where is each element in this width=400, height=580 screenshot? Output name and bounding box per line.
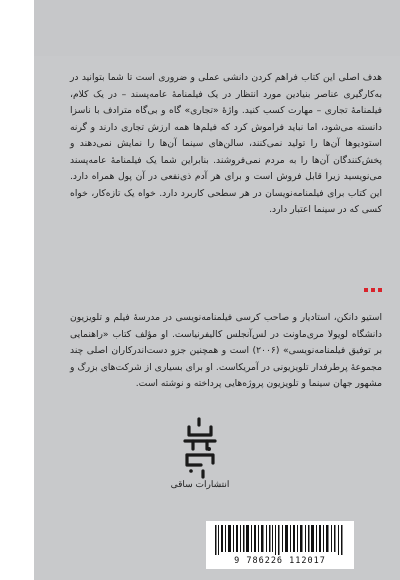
isbn-barcode [206,521,354,569]
author-bio-text: استیو دانکن، استادیار و صاحب کرسی فیلمنامه‌نویسی در مدرسهٔ فیلم و تلویزیون دانشگاه لویولا مری‌ماونت در لس‌آنجلس کالیفرنیاست. او مؤلف کتاب «راهنمایی بر توفیق فیلمنامه‌نویسی» (۲۰۰۶) است و همچنین جزو دست‌اندرکاران اصلی چند مجموعهٔ پرطرفدار تلویزیونی در آمریکاست. او برای بسیاری از شرکت‌های بزرگ و مشهور جهان سینما و تلویزیون پروژه‌هایی پرداخته و نوشته است. [70,312,383,389]
section-separator [364,288,382,292]
separator-square-icon [364,288,368,292]
separator-square-icon [371,288,375,292]
author-bio-paragraph [70,310,382,393]
isbn-number: 9 786226 112017 [234,556,326,566]
publisher-name: انتشارات ساقی [170,480,230,490]
publisher-logo-icon [179,415,221,485]
description-paragraph-1 [70,70,382,219]
separator-square-icon [378,288,382,292]
saghi-calligraphy-logo-icon [179,415,221,485]
barcode-bars-icon [215,525,345,555]
spine-edge [0,0,34,580]
top-band [34,0,400,56]
description-text-1: هدف اصلی این کتاب فراهم کردن دانشی عملی و ضروری است تا شما بتوانید در به‌کارگیری عناصر بنیادین مورد انتظار در یک فیلمنامهٔ عامه‌پسند – در یک کلام، فیلمنامهٔ تجاری – مهارت کسب کنید. واژهٔ «تجاری» گاه و بی‌گاه مترادف با ناسزا دانسته می‌شود، اما نباید فراموش کرد که فیلم‌ها همه ارزش تجاری دارند و گرنه استودیوها آن‌ها را تولید نمی‌کنند، سالن‌های سینما آن‌ها را نمایش نمی‌دهند و پخش‌کنندگان آن‌ها را به مردم نمی‌فروشند. بنابراین شما یک فیلمنامهٔ عامه‌پسند می‌نویسید زیرا قابل فروش است و برای هر آدم ذی‌نفعی در آن پول همراه دارد. این کتاب برای فیلمنامه‌نویسان در هر سطحی کاربرد دارد. خواه یک تازه‌کار، خواه کسی که در سینما اعتبار دارد. [70,72,382,215]
